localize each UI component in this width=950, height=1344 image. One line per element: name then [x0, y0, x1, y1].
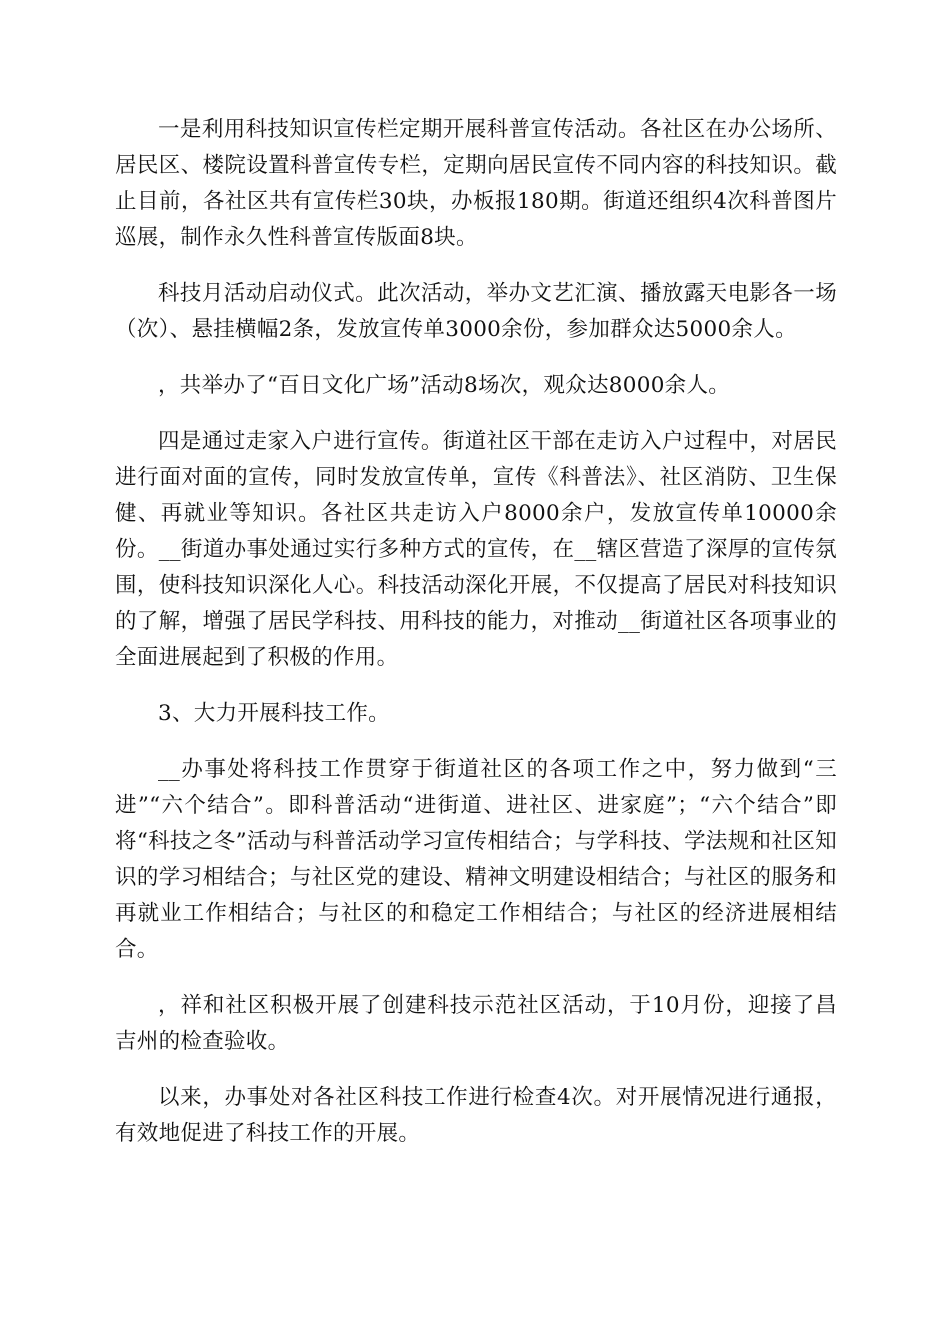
paragraph-demo-community: ，祥和社区积极开展了创建科技示范社区活动，于10月份，迎接了昌吉州的检查验收。: [115, 993, 837, 1054]
paragraph-inspection: 以来，办事处对各社区科技工作进行检查4次。对开展情况进行通报，有效地促进了科技工作的开展。: [115, 1085, 837, 1146]
paragraph-science-month-launch: 科技月活动启动仪式。此次活动，举办文艺汇演、播放露天电影各一场（次）、悬挂横幅2条，发放宣传单3000余份，参加群众达5000余人。: [115, 281, 837, 342]
document-page: [115, 112, 837, 1172]
paragraph-three-six: __办事处将科技工作贯穿于街道社区的各项工作之中，努力做到“三进”“六个结合”。即科普活动“进街道、进社区、进家庭”；“六个结合”即将“科技之冬”活动与科普活动学习宣传相结合；与学科技、学法规和社区知识的学习相结合；与社区党的建设、精神文明建设相结合；与社区的服务和再就业工作相结合；与社区的和稳定工作相结合；与社区的经济进展相结合。: [115, 757, 837, 962]
section-heading-science-work: 3、大力开展科技工作。: [158, 701, 390, 726]
paragraph-culture-square: ，共举办了“百日文化广场”活动8场次，观众达8000余人。: [158, 373, 731, 398]
paragraph-door-to-door: 四是通过走家入户进行宣传。街道社区干部在走访入户过程中，对居民进行面对面的宣传，同时发放宣传单，宣传《科普法》、社区消防、卫生保健、再就业等知识。各社区共走访入户8000余户，发放宣传单10000余份。__街道办事处通过实行多种方式的宣传，在__辖区营造了深厚的宣传氛围，使科技知识深化人心。科技活动深化开展，不仅提高了居民对科技知识的了解，增强了居民学科技、用科技的能力，对推动__街道社区各项事业的全面进展起到了积极的作用。: [115, 429, 837, 670]
paragraph-science-bulletin: 一是利用科技知识宣传栏定期开展科普宣传活动。各社区在办公场所、居民区、楼院设置科普宣传专栏，定期向居民宣传不同内容的科技知识。截止目前，各社区共有宣传栏30块，办板报180期。街道还组织4次科普图片巡展，制作永久性科普宣传版面8块。: [115, 117, 837, 250]
